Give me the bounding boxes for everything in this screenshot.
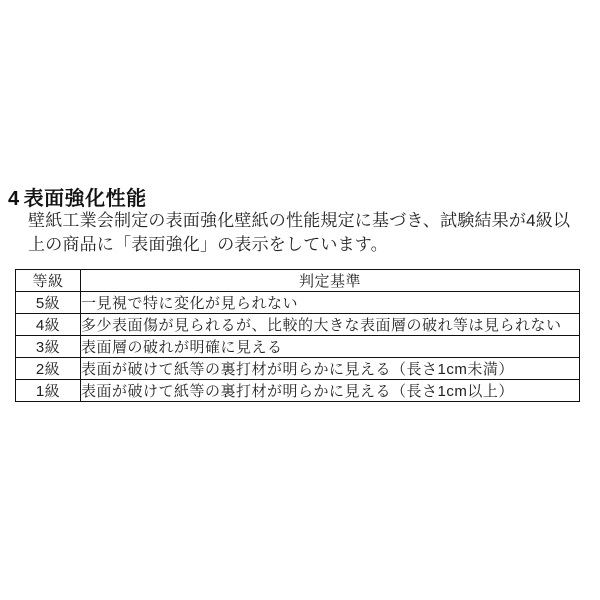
header-grade: 等級 <box>16 270 81 292</box>
table-row <box>16 336 580 358</box>
section-number: 4 <box>8 188 20 210</box>
criteria-cell: 一見視で特に変化が見られない <box>81 292 580 314</box>
table-row <box>16 380 580 402</box>
grade-cell: 3級 <box>16 336 81 358</box>
section-title <box>8 182 147 211</box>
grade-cell: 5級 <box>16 292 81 314</box>
criteria-cell: 表面層の破れが明確に見える <box>81 336 580 358</box>
intro-line-1: 壁紙工業会制定の表面強化壁紙の性能規定に基づき、試験結果が4級以 <box>28 211 571 230</box>
criteria-cell: 表面が破けて紙等の裏打材が明らかに見える（長さ1cm未満） <box>81 358 580 380</box>
grade-table <box>15 269 580 402</box>
grade-cell: 2級 <box>16 358 81 380</box>
intro-line-2: 上の商品に「表面強化」の表示をしています。 <box>28 235 388 254</box>
header-criteria: 判定基準 <box>81 270 580 292</box>
table-header-row <box>16 270 580 292</box>
criteria-cell: 多少表面傷が見られるが、比較的大きな表面層の破れ等は見られない <box>81 314 580 336</box>
section-title-text: 表面強化性能 <box>23 188 147 210</box>
grade-cell: 1級 <box>16 380 81 402</box>
criteria-cell: 表面が破けて紙等の裏打材が明らかに見える（長さ1cm以上） <box>81 380 580 402</box>
table-row <box>16 314 580 336</box>
intro-paragraph <box>28 209 588 257</box>
grade-cell: 4級 <box>16 314 81 336</box>
table-row <box>16 292 580 314</box>
table-row <box>16 358 580 380</box>
